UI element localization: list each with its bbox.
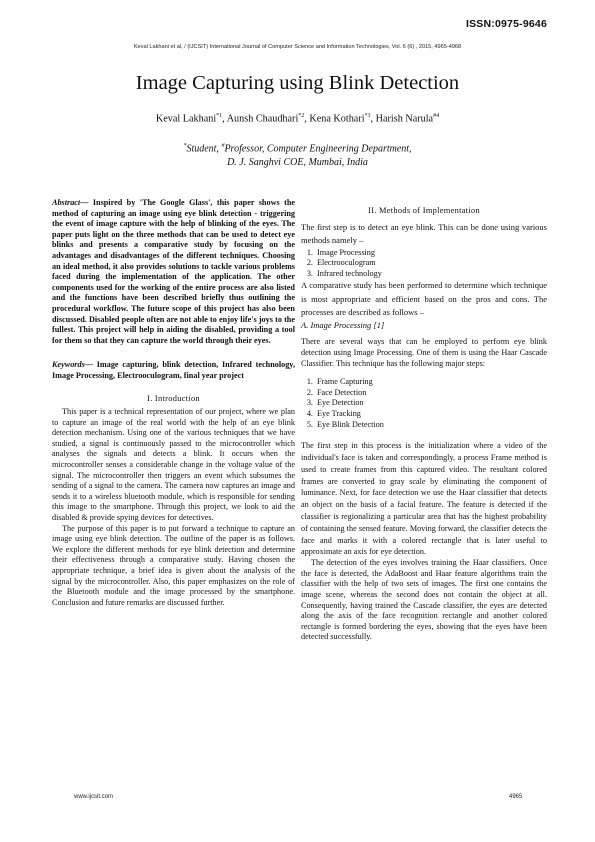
section-heading-introduction: I. Introduction — [147, 393, 200, 403]
methods-intro: The first step is to detect an eye blink. This can be done using various methods namely – — [301, 221, 547, 246]
initialization-paragraph: The first step in this process is the initialization where a video of the individual's face is taken and correspondingly, a process Frame method is used to create frames from this captured video. The resultant colored frames are converted to gray scale by eliminating the component of luminance. Next, for face detection we use the Haar classifier that detects an object on the basis of a facial feature. The feature is detected if the classifier is regionalizing a particular area that has the highest probability of containing the sensed feature. Moving forward, the classifier detects the face and marks it with a colored rectangle that is later useful to approximate an axis for eye detection. — [301, 441, 547, 557]
left-column — [52, 198, 295, 608]
affiliation-line-2: D. J. Sanghvi COE, Mumbai, India — [227, 156, 368, 168]
image-processing-paragraph: There are several ways that can be employed to perform eye blink detection using Image Processing. One of them is using the Haar Cascade Classifier. This technique has the following major steps: — [301, 337, 547, 368]
comparative-paragraph: A comparative study has been performed to determine which technique is most appropriate and efficient based on the pros and cons. The processes are described as follows – — [301, 280, 547, 318]
author-name: Harish Narula — [375, 113, 434, 125]
issn-label: ISSN:0975-9646 — [465, 18, 547, 30]
footer-website: www.ijcsit.com — [74, 794, 114, 800]
eye-detection-paragraph: The detection of the eyes involves training the Haar classifiers. Once the face is detected, the AdaBoost and Haar feature algorithms train the classifier with the help of two sets of images. The first one contains the image scene, whereas the second does not contain the object at all. Consequently, having trained the Cascade classifier, the eyes are detected along the axis of the face recognition rectangle and another colored rectangle is formed bordering the eyes, showing that the eyes have been detected successfully. — [301, 558, 547, 642]
author-list: Keval Lakhani$^{*1}$, Aunsh Chaudhari$^{*2}$, Kena Kothari$^{*3}$, Harish Narula$^{\#4}$ — [155, 113, 440, 125]
intro-paragraph-2: The purpose of this paper is to put forward a technique to capture an image using eye blink detection. The outline of the paper is as follows. We explore the different methods for eye blink detection and determine their effectiveness through a comparative study. Having chosen the appropriate technique, a brief idea is given about the analysis of the signal by the microcontroller. Also, this paper emphasizes on the role of the Bluetooth module and the image processed by the smartphone. Conclusion and future remarks are discussed further. — [52, 523, 295, 607]
footer-page-number: 4965 — [509, 794, 523, 800]
affiliation-line-1: *Student, #Professor, Computer Engineering Department, — [183, 143, 412, 155]
author-name: Keval Lakhani — [155, 113, 217, 125]
abstract-text: Inspired by 'The Google Glass', this paper shows the method of capturing an image using eye blink detection - triggering the event of image capture with the help of blinking of the eyes. The paper puts light on the three methods that can be used to detect eye blinks and presents a comparative study by focusing on the advantages and disadvantages of the different techniques. Choosing an ideal method, it also provides solutions to tackle various problems faced during the implementation of the application. The other components used for the working of the entire process are also listed and the functions have been described briefly thus outlining the procedural workflow. The future scope of this project has also been discussed. Disabled people often are not able to enjoy life's joys to the fullest. This project will help in aiding the disabled, providing a tool for them so that they can capture the world through their eyes. — [52, 198, 296, 345]
steps-list — [301, 377, 547, 430]
abstract: Abstract— Inspired by 'The Google Glass', this paper shows the method of capturing an image using eye blink detection - triggering the event of image capture with the help of blinking of the eyes. The paper puts light on the three methods that can be used to detect eye blinks and presents a comparative study by focusing on the advantages and disadvantages of the different techniques. Choosing an ideal method, it also provides solutions to tackle various problems faced during the implementation of the application. The other components used for the working of the entire process are also listed and the functions have been described briefly thus outlining the procedural workflow. The future scope of this project has also been discussed. Disabled people often are not able to enjoy life's joys to the fullest. This project will help in aiding the disabled, providing a tool for them so that they can capture the world through their eyes. — [52, 198, 296, 345]
right-column — [301, 206, 547, 643]
author-mark: *3 — [364, 113, 371, 119]
keywords-label: Keywords — [52, 360, 85, 370]
author-name: Aunsh Chaudhari — [226, 113, 299, 125]
list-item: 2. Electrooculogram — [315, 258, 547, 269]
keywords: Keywords— Image capturing, blink detection, Infrared technology, Image Processing, Electrooculogram, final year project — [52, 360, 295, 380]
list-item: 3. Infrared technology — [315, 269, 547, 280]
keywords-text: Image capturing, blink detection, Infrared technology, Image Processing, Electrooculogram, final year project — [52, 360, 295, 380]
author-mark: *1 — [216, 113, 223, 119]
list-item: 5. Eye Blink Detection — [315, 420, 547, 431]
list-item: 4. Eye Tracking — [315, 409, 547, 420]
running-head: Keval Lakhani et al, / (IJCSIT) International Journal of Computer Science and Information Technologies, Vol. 6 (6) , 2015, 4965-4968 — [133, 44, 462, 50]
list-item: 1. Frame Capturing — [315, 377, 547, 388]
intro-paragraph-1: This paper is a technical representation of our project, where we plan to capture an image of the real world with the help of an eye blink detection mechanism. Using one of the various techniques that we have studied, a signal is continuously passed to the microcontroller which analyses the signals and detects a blink. It occurs when the microcontroller senses a considerable change in the voltage value of the signal. The microcontroller then triggers an event which subsumes the sending of a signal to the camera. The camera now captures an image and sends it to a wireless bluetooth module, which is responsible for sending this image to the smartphone. Through this project, we look to aid the disabled & provide spying devices for detectives. — [52, 407, 295, 523]
list-item: 3. Eye Detection — [315, 398, 547, 409]
subsection-heading-image-processing: A. Image Processing [1] — [301, 319, 385, 330]
author-name: Kena Kothari — [309, 113, 365, 125]
section-heading-methods: II. Methods of Implementation — [368, 206, 480, 215]
paper-title: Image Capturing using Blink Detection — [135, 72, 460, 94]
methods-list — [301, 248, 547, 280]
list-item: 1. Image Processing — [315, 248, 547, 259]
list-item: 2. Face Detection — [315, 388, 547, 399]
author-mark: *2 — [298, 113, 305, 119]
affiliation — [0, 140, 595, 169]
author-mark: #4 — [433, 113, 440, 119]
abstract-label: Abstract — [52, 198, 81, 207]
